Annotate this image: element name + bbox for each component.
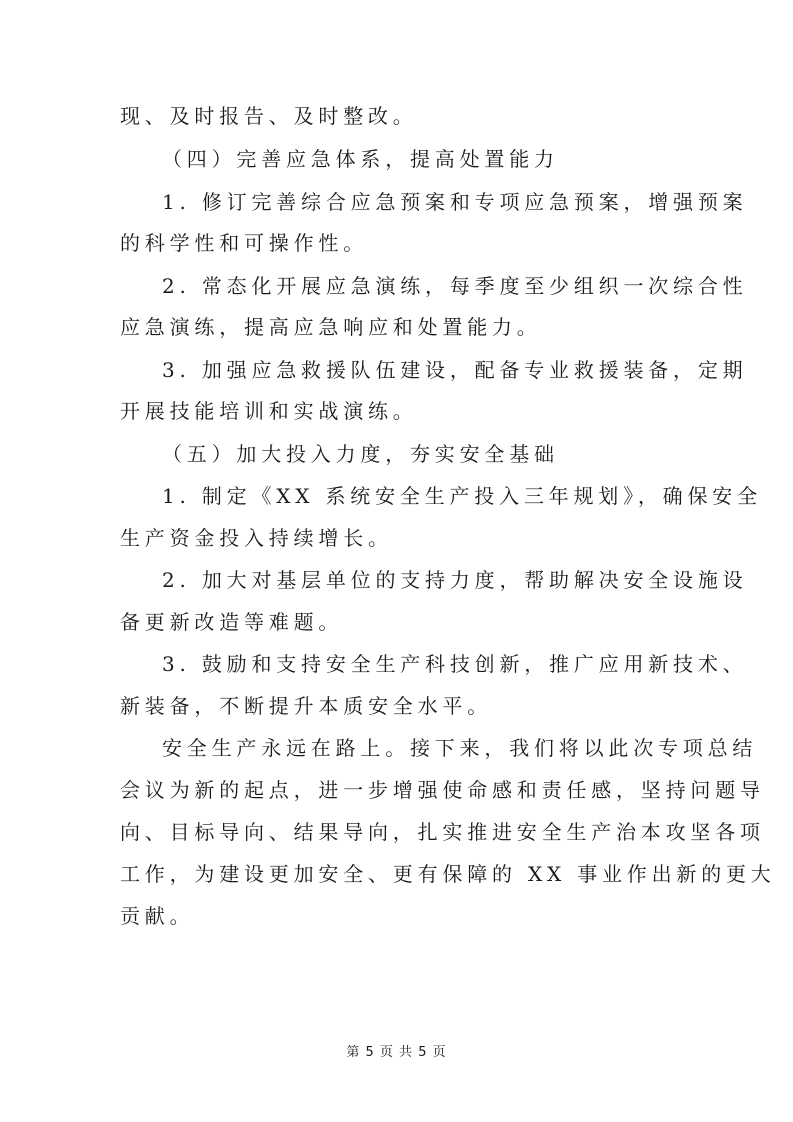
text-line: 新装备，不断提升本质安全水平。 [120, 694, 492, 718]
text-line: 2. 加大对基层单位的支持力度，帮助解决安全设施设 [162, 568, 748, 592]
text-line: 生产资金投入持续增长。 [120, 526, 393, 550]
text-line: 安全生产永远在路上。接下来，我们将以此次专项总结 [162, 736, 758, 760]
text-line: 开展技能培训和实战演练。 [120, 399, 418, 423]
text-line: 3. 鼓励和支持安全生产科技创新，推广应用新技术、 [162, 652, 748, 676]
text-line: 会议为新的起点，进一步增强使命感和责任感，坚持问题导 [120, 778, 765, 802]
text-line: 应急演练，提高应急响应和处置能力。 [120, 315, 542, 339]
text-line: 1. 修订完善综合应急预案和专项应急预案，增强预案 [162, 190, 748, 214]
text-line: 现、及时报告、及时整改。 [120, 104, 418, 128]
section-heading: （四）完善应急体系，提高处置能力 [162, 147, 559, 171]
text-line: 备更新改造等难题。 [120, 610, 344, 634]
section-heading: （五）加大投入力度，夯实安全基础 [162, 442, 559, 466]
text-line: 3. 加强应急救援队伍建设，配备专业救援装备，定期 [162, 358, 748, 382]
page-number-footer: 第 5 页 共 5 页 [346, 1045, 447, 1060]
text-line: 的科学性和可操作性。 [120, 231, 368, 255]
text-line: 向、目标导向、结果导向，扎实推进安全生产治本攻坚各项 [120, 820, 765, 844]
text-line: 贡献。 [120, 904, 195, 928]
text-line: 2. 常态化开展应急演练，每季度至少组织一次综合性 [162, 274, 748, 298]
text-line: 1. 制定《XX 系统安全生产投入三年规划》，确保安全 [162, 484, 762, 508]
text-line: 工作，为建设更加安全、更有保障的 XX 事业作出新的更大 [120, 862, 776, 886]
